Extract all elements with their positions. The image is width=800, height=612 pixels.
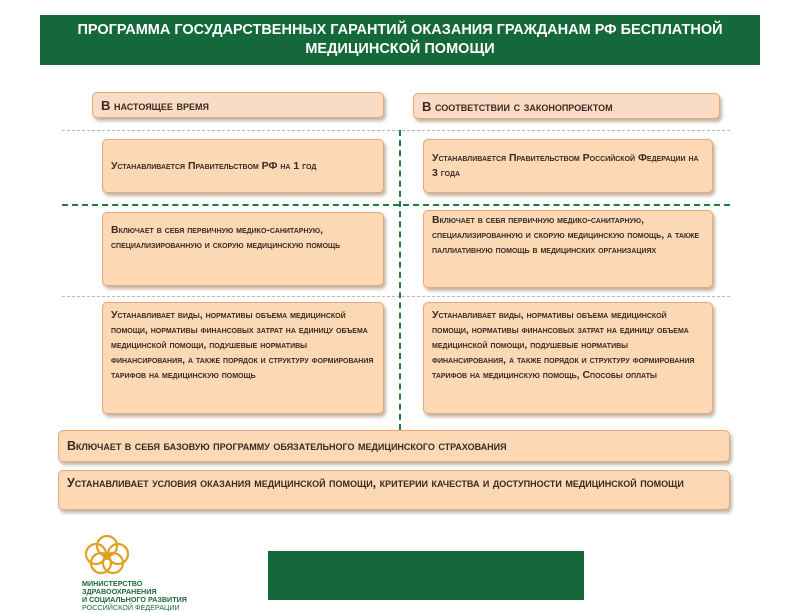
ministry-line-1: МИНИСТЕРСТВО	[82, 579, 143, 588]
footer-green-block	[268, 551, 584, 600]
divider-row-1	[62, 204, 730, 206]
ministry-line-3: И СОЦИАЛЬНОГО РАЗВИТИЯ	[82, 595, 187, 604]
page-title: ПРОГРАММА ГОСУДАРСТВЕННЫХ ГАРАНТИЙ ОКАЗАНИЯ ГРАЖДАНАМ РФ БЕСПЛАТНОЙ МЕДИЦИНСКОЙ ПОМОЩИ	[40, 15, 760, 65]
cell-right-scope: Включает в себя первичную медико-санитарную, специализированную и скорую медицинскую помощь, а также паллиативную помощь в медицинских организациях	[423, 210, 713, 288]
ministry-line-4: РОССИЙСКОЙ ФЕДЕРАЦИИ	[82, 603, 180, 612]
ministry-line-2: ЗДРАВООХРАНЕНИЯ	[82, 587, 157, 596]
cell-right-norms: Устанавливает виды, нормативы объема медицинской помощи, нормативы финансовых затрат на единицу объема медицинской помощи, подушевые нормативы финансирования, а также порядок и структуру формирования тарифов на медицинскую помощь, Способы оплаты	[423, 302, 713, 414]
divider-row-2	[62, 296, 730, 297]
common-conditions: Устанавливает условия оказания медицинской помощи, критерии качества и доступности медицинской помощи	[58, 470, 730, 510]
cell-left-term: Устанавливается Правительством РФ на 1 год	[102, 139, 384, 193]
header-current: В настоящее время	[92, 92, 384, 118]
cell-left-norms: Устанавливает виды, нормативы объема медицинской помощи, нормативы финансовых затрат на единицу объема медицинской помощи, подушевые нормативы финансирования, а также порядок и структуру формирования тарифов на медицинскую помощь	[102, 302, 384, 414]
ministry-name	[82, 580, 272, 612]
common-basic-program: Включает в себя базовую программу обязательного медицинского страхования	[58, 430, 730, 462]
divider-vertical	[399, 130, 401, 430]
header-bill: В соответствии с законопроектом	[413, 93, 720, 119]
ministry-logo-icon	[82, 532, 132, 582]
cell-right-term: Устанавливается Правительством Российской Федерации на 3 года	[423, 139, 713, 193]
cell-left-scope: Включает в себя первичную медико-санитарную, специализированную и скорую медицинскую помощь	[102, 212, 384, 286]
divider-top	[62, 130, 730, 131]
